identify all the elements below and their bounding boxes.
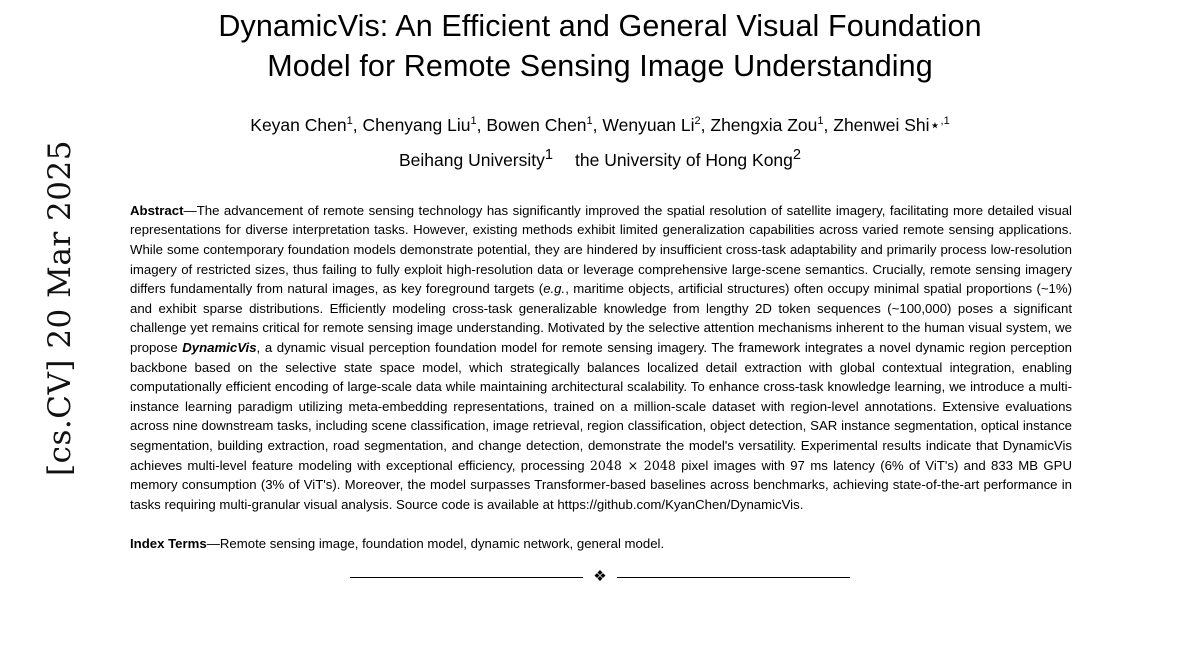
abstract-label: Abstract [130, 202, 184, 218]
affiliation-name: Beihang University [398, 149, 545, 170]
author-item [362, 115, 476, 135]
abstract-text-part-4: pixel images with 97 ms latency (6% of ViT's) and 833 MB GPU memory consumption (3% of ViT's). Moreover, the model surpasses Transformer-based baselines across benchmarks, achieving state-of-the-art performance in tasks requiring multi-granular visual analysis. Source code is available at https://github.com/KyanChen/DynamicVis. [130, 457, 1072, 512]
author-item [602, 115, 700, 135]
author-affiliation-marker: 1 [817, 115, 824, 128]
author-list: Keyan Chen$^1$, Chenyang Liu$^1$, Bowen Chen$^1$, Wenyuan Li$^2$, Zhengxia Zou$^1$, Zhenwei Shi⋆$^{,1}$ [250, 115, 950, 135]
author-item [833, 115, 949, 135]
author-affiliation-marker: ,1 [940, 115, 950, 128]
author-name: Chenyang Liu [362, 115, 471, 135]
author-item [486, 115, 592, 135]
abstract-eg: e.g. [543, 281, 566, 297]
abstract-dash: — [183, 202, 197, 218]
abstract-text-part-1: The advancement of remote sensing technology has significantly improved the spatial resolution of satellite imagery, facilitating more detailed visual representations for diverse interpretation tasks. However, existing methods exhibit limited generalization capabilities across varied remote sensing applications. While some contemporary foundation models demonstrate potential, they are hindered by insufficient cross-task adaptability and primarily process low-resolution imagery of restricted sizes, thus failing to fully exploit high-resolution data or leverage comprehensive large-scene semantics. Crucially, remote sensing imagery differs fundamentally from natural images, as key foreground targets ( [130, 202, 1072, 297]
author-name: Zhenwei Shi⋆ [833, 115, 941, 135]
page-title [118, 0, 1082, 86]
index-terms-text: Remote sensing image, foundation model, dynamic network, general model. [219, 536, 665, 552]
affiliation-item [398, 147, 553, 170]
affiliation-name: the University of Hong Kong [575, 149, 793, 170]
author-item [710, 115, 823, 135]
separator-line-right [617, 577, 850, 578]
affiliation-marker: 1 [544, 147, 553, 163]
index-terms-label: Index Terms [130, 536, 207, 552]
author-name: Keyan Chen [250, 115, 347, 135]
author-name: Bowen Chen [486, 115, 587, 135]
affiliation-list [118, 142, 1082, 173]
author-affiliation-marker: 1 [470, 115, 477, 128]
abstract-model-name: DynamicVis [182, 339, 257, 355]
section-separator [350, 567, 850, 585]
author-affiliation-marker: 1 [346, 115, 353, 128]
abstract-text-part-3: , a dynamic visual perception foundation model for remote sensing imagery. The framework integrates a novel dynamic region perception backbone based on the selective state space model, which strategically balances localized detail extraction with global contextual integration, enabling computationally efficient encoding of large-scale data while maintaining architectural scalability. To enhance cross-task knowledge learning, we introduce a multi-instance learning paradigm utilizing meta-embedding representations, trained on a million-scale dataset with region-level annotations. Extensive evaluations across nine downstream tasks, including scene classification, image retrieval, region classification, object detection, SAR instance segmentation, optical instance segmentation, building extraction, road segmentation, and change detection, demonstrate the model's versatility. Experimental results indicate that DynamicVis achieves multi-level feature modeling with exceptional efficiency, processing [130, 339, 1072, 473]
abstract-resolution-value: 2048 × 2048 [589, 457, 676, 473]
paper-body [118, 0, 1082, 648]
author-affiliation-marker: 2 [694, 115, 701, 128]
affiliation-item [575, 147, 802, 170]
abstract-text-part-2: , maritime objects, artificial structures) often occupy minimal spatial proportions (~1%) and exhibit sparse distributions. Efficiently modeling cross-task generalizable knowledge from lengthy 2D token sequences (~100,000) poses a significant challenge yet remains critical for remote sensing image understanding. Motivated by the selective attention mechanisms inherent to the human visual system, we propose [130, 281, 1072, 355]
diamond-icon: ❖ [593, 567, 607, 585]
separator-line-left [350, 577, 583, 578]
index-terms-dash: — [206, 536, 220, 552]
page-title-line-2: Model for Remote Sensing Image Understanding [267, 49, 933, 83]
abstract-paragraph [130, 201, 1072, 515]
index-terms [130, 534, 1072, 554]
author-affiliation-marker: 1 [586, 115, 593, 128]
page-title-line-1: DynamicVis: An Efficient and General Visual Foundation [218, 9, 982, 43]
arxiv-stamp [0, 0, 120, 648]
author-item [250, 115, 352, 135]
author-name: Zhengxia Zou [710, 115, 818, 135]
author-name: Wenyuan Li [602, 115, 695, 135]
arxiv-stamp-text: [cs.CV] 20 Mar 2025 [42, 140, 78, 476]
affiliation-marker: 2 [792, 147, 802, 163]
